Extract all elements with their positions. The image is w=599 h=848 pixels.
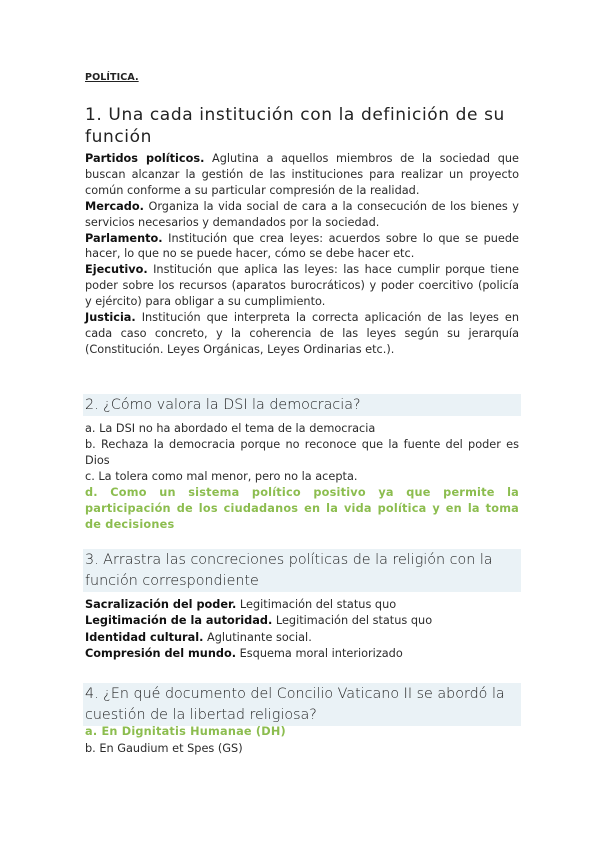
answer-option-c: c. La tolera como mal menor, pero no la acepta. bbox=[85, 470, 358, 483]
answer-option-a: a. La DSI no ha abordado el tema de la democracia bbox=[85, 422, 376, 435]
question-1-text: 1. Una cada institución con la definición de su función bbox=[85, 105, 505, 147]
definition-term: Mercado. bbox=[85, 199, 144, 213]
definition-text: Institución que crea leyes: acuerdos sobre lo que se puede hacer, lo que no se puede hacer, cómo se debe hacer etc. bbox=[85, 231, 519, 261]
definition-text: Institución que interpreta la correcta aplicación de las leyes en cada caso concreto, y la coherencia de las leyes según su jerarquía (Constitución. Leyes Orgánicas, Leyes Ordinarias etc.). bbox=[85, 311, 519, 356]
pair-text: Legitimación del status quo bbox=[272, 614, 433, 628]
pair-term: Compresión del mundo. bbox=[85, 647, 237, 661]
definition-item bbox=[85, 231, 519, 263]
answer-option-b: b. Rechaza la democracia porque no reconoce que la fuente del poder es Dios bbox=[85, 438, 519, 467]
definition-term: Justicia. bbox=[85, 311, 136, 325]
match-pair bbox=[85, 597, 519, 613]
match-pair bbox=[85, 613, 519, 629]
definition-item bbox=[85, 199, 519, 231]
question-3-pairs bbox=[85, 597, 519, 663]
definition-term: Partidos políticos. bbox=[85, 152, 205, 165]
question-2-options bbox=[85, 421, 519, 533]
question-2-heading: 2. ¿Cómo valora la DSI la democracia? bbox=[83, 394, 521, 416]
match-pair bbox=[85, 646, 519, 662]
answer-option-b: b. En Gaudium et Spes (GS) bbox=[85, 742, 243, 755]
pair-text: Aglutinante social. bbox=[203, 630, 312, 644]
definition-item bbox=[85, 310, 519, 358]
definition-text: Aglutina a aquellos miembros de la sociedad que buscan alcanzar la gestión de las instituciones para realizar un proyecto común conforme a su particular compresión de la realidad. bbox=[85, 152, 519, 197]
answer-option-a-correct: a. En Dignitatis Humanae (DH) bbox=[85, 725, 286, 738]
question-3-heading: 3. Arrastra las concreciones políticas de la religión con la función correspondiente bbox=[83, 549, 521, 592]
pair-text: Esquema moral interiorizado bbox=[236, 647, 403, 661]
question-4-heading: 4. ¿En qué documento del Concilio Vaticano II se abordó la cuestión de la libertad religiosa? bbox=[83, 683, 521, 726]
answer-option-d-correct: d. Como un sistema político positivo ya que permite la participación de los ciudadanos en la vida política y en la toma de decisiones bbox=[85, 486, 519, 531]
definition-text: Institución que aplica las leyes: las hace cumplir porque tiene poder sobre los recursos (aparatos burocráticos) y poder coercitivo (policía y ejército) para obligar a su cumplimiento. bbox=[85, 263, 519, 309]
question-1-heading bbox=[85, 104, 519, 148]
pair-text: Legitimación del status quo bbox=[236, 598, 397, 611]
definition-item bbox=[85, 262, 519, 310]
pair-term: Legitimación de la autoridad. bbox=[85, 614, 273, 628]
definition-text: Organiza la vida social de cara a la consecución de los bienes y servicios necesarios y demandados por la sociedad. bbox=[85, 199, 519, 229]
question-1-definitions bbox=[85, 151, 519, 358]
question-4-options bbox=[85, 723, 519, 757]
pair-term: Identidad cultural. bbox=[85, 630, 204, 644]
document-title: POLÍTICA. bbox=[85, 72, 139, 83]
pair-term: Sacralización del poder. bbox=[85, 598, 237, 611]
definition-term: Parlamento. bbox=[85, 231, 163, 245]
definition-term: Ejecutivo. bbox=[85, 263, 148, 277]
definition-item bbox=[85, 151, 519, 199]
match-pair bbox=[85, 630, 519, 646]
